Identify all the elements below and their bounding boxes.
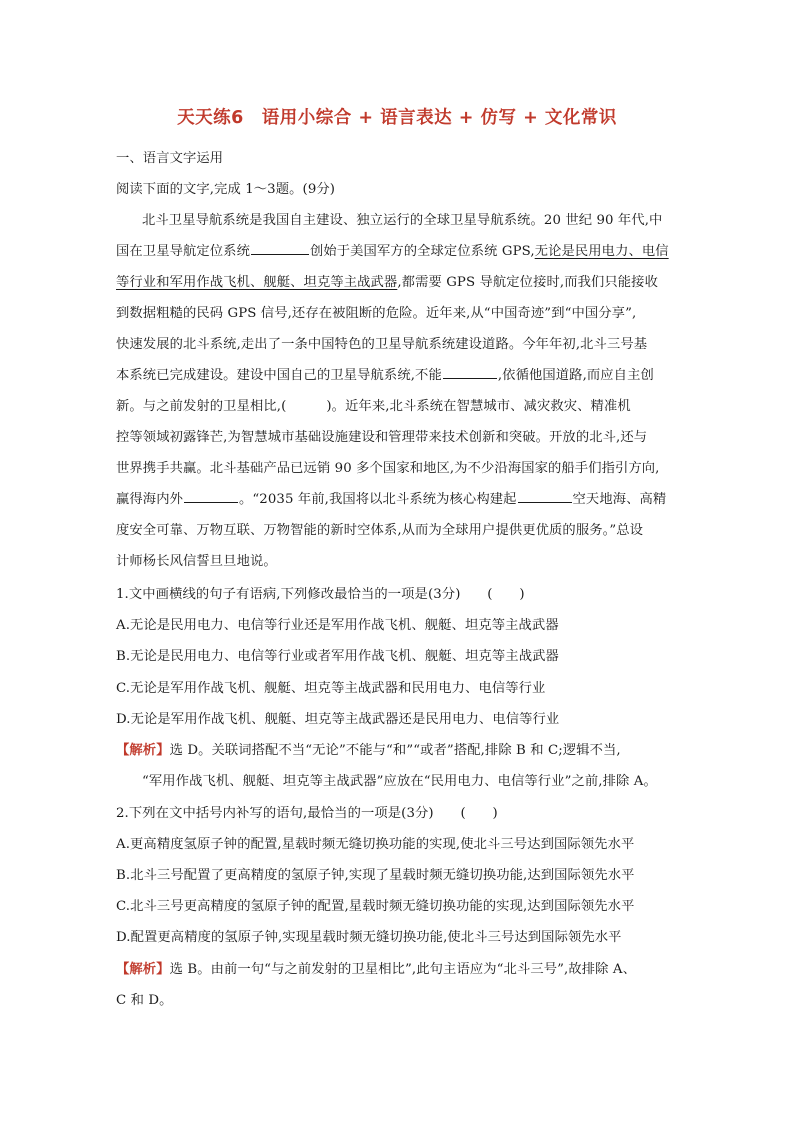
passage-text: 。“2035 年前,我国将以北斗系统为核心构建起 — [238, 492, 517, 507]
fill-blank — [251, 242, 309, 255]
analysis-tag: 【解析】 — [116, 743, 170, 758]
passage-line — [116, 488, 666, 507]
passage-text: 赢得海内外 — [116, 492, 183, 507]
passage-line: 到数据粗糙的民码 GPS 信号,还存在被阻断的危险。近年来,从“中国奇迹”到“中国分享”, — [116, 306, 637, 321]
passage-text: ,依循他国道路,而应自主创 — [497, 368, 654, 383]
fill-blank — [184, 490, 238, 503]
fill-blank — [443, 366, 497, 379]
underlined-sentence: 无论是民用电力、电信 — [534, 244, 669, 259]
passage-text: 空天地海、高精 — [572, 492, 667, 507]
passage-text: )。近年来,北斗系统在智慧城市、减灾救灾、精准机 — [326, 399, 631, 414]
section-heading: 一、语言文字运用 — [116, 151, 224, 166]
option-b: B.北斗三号配置了更高精度的氢原子钟,实现了星载时频无缝切换功能,达到国际领先水平 — [116, 868, 635, 883]
passage-line: 控等领域初露锋芒,为智慧城市基础设施建设和管理带来技术创新和突破。开放的北斗,还与 — [116, 430, 648, 445]
option-c: C.无论是军用作战飞机、舰艇、坦克等主战武器和民用电力、电信等行业 — [116, 681, 546, 696]
passage-text: 国在卫星导航定位系统 — [116, 244, 250, 259]
passage-line: 北斗卫星导航系统是我国自主建设、独立运行的全球卫星导航系统。20 世纪 90 年代,中 — [142, 213, 663, 228]
passage-line: 度安全可靠、万物互联、万物智能的新时空体系,从而为全球用户提供更优质的服务。”总设 — [116, 523, 644, 538]
option-a: A.无论是民用电力、电信等行业还是军用作战飞机、舰艇、坦克等主战武器 — [116, 618, 559, 633]
passage-line: 世界携手共赢。北斗基础产品已远销 90 多个国家和地区,为不少沿海国家的船手们指引方向, — [116, 461, 660, 476]
analysis-text: 选 B。由前一句“与之前发射的卫星相比”,此句主语应为“北斗三号”,故排除 A、 — [169, 962, 636, 977]
reading-instruction: 阅读下面的文字,完成 1～3题。(9分) — [116, 182, 336, 197]
question-stem: 1.文中画横线的句子有语病,下列修改最恰当的一项是(3分) ( ) — [116, 587, 525, 602]
passage-text: 本系统已完成建设。建设中国自己的卫星导航系统,不能 — [116, 368, 442, 383]
passage-text: 新。与之前发射的卫星相比,( — [116, 399, 287, 414]
question-stem: 2.下列在文中括号内补写的语句,最恰当的一项是(3分) ( ) — [116, 806, 498, 821]
analysis — [116, 739, 621, 758]
passage-line: 计师杨长风信誓旦旦地说。 — [116, 554, 277, 569]
analysis — [116, 958, 636, 977]
option-a: A.更高精度氢原子钟的配置,星载时频无缝切换功能的实现,使北斗三号达到国际领先水平 — [116, 837, 635, 852]
passage-line — [116, 395, 631, 414]
fill-blank — [518, 490, 572, 503]
option-d: D.无论是军用作战飞机、舰艇、坦克等主战武器还是民用电力、电信等行业 — [116, 712, 560, 727]
passage-text: ,都需要 GPS 导航定位接时,而我们只能接收 — [397, 275, 658, 290]
passage-text: 创始于美国军方的全球定位系统 GPS, — [309, 244, 535, 259]
passage-line — [116, 240, 669, 259]
option-d: D.配置更高精度的氢原子钟,实现星载时频无缝切换功能,使北斗三号达到国际领先水平 — [116, 930, 622, 945]
page-title: 天天练6 语用小综合 + 语言表达 + 仿写 + 文化常识 — [177, 108, 617, 128]
passage-line: 快速发展的北斗系统,走出了一条中国特色的卫星导航系统建设道路。今年年初,北斗三号基 — [116, 337, 648, 352]
option-c: C.北斗三号更高精度的氢原子钟的配置,星载时频无缝切换功能的实现,达到国际领先水平 — [116, 899, 635, 914]
analysis-text: 选 D。关联词搭配不当“无论”不能与“和”“或者”搭配,排除 B 和 C;逻辑不当, — [169, 743, 621, 758]
passage-line — [116, 271, 658, 290]
option-b: B.无论是民用电力、电信等行业或者军用作战飞机、舰艇、坦克等主战武器 — [116, 649, 559, 664]
analysis-tag: 【解析】 — [116, 962, 170, 977]
underlined-sentence: 等行业和军用作战飞机、舰艇、坦克等主战武器 — [116, 275, 398, 290]
analysis-continued: C 和 D。 — [116, 993, 173, 1008]
passage-line — [116, 364, 654, 383]
analysis-continued: “军用作战飞机、舰艇、坦克等主战武器”应放在“民用电力、电信等行业”之前,排除 A。 — [142, 774, 657, 789]
